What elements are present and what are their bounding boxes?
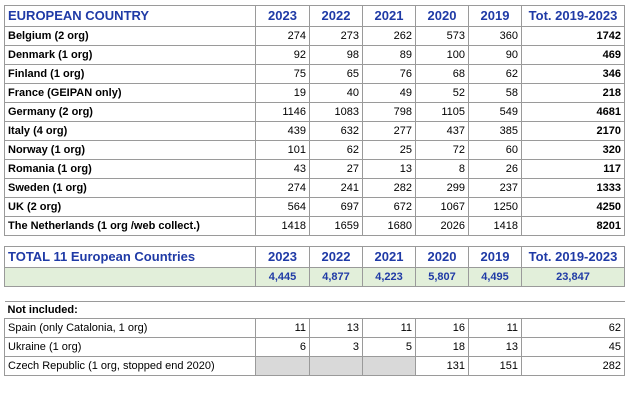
year-value: 26 — [469, 160, 522, 179]
year-value: 72 — [416, 141, 469, 160]
totals-grand-total: 23,847 — [522, 268, 625, 287]
year-value: 90 — [469, 46, 522, 65]
year-value: 49 — [363, 84, 416, 103]
year-value: 385 — [469, 122, 522, 141]
row-total: 2170 — [522, 122, 625, 141]
year-value: 11 — [256, 319, 310, 338]
year-value: 1418 — [256, 217, 310, 236]
separator-row — [5, 236, 625, 247]
totals-total-label: Tot. 2019-2023 — [522, 247, 625, 268]
year-value: 274 — [256, 27, 310, 46]
totals-value: 4,223 — [363, 268, 416, 287]
year-value: 18 — [416, 338, 469, 357]
year-value: 62 — [469, 65, 522, 84]
country-row — [5, 46, 625, 65]
header-total: Tot. 2019-2023 — [522, 6, 625, 27]
country-name: Denmark (1 org) — [5, 46, 256, 65]
country-name: Belgium (2 org) — [5, 27, 256, 46]
row-total: 62 — [522, 319, 625, 338]
year-value: 60 — [469, 141, 522, 160]
year-value: 672 — [363, 198, 416, 217]
header-country: EUROPEAN COUNTRY — [5, 6, 256, 27]
country-name: Germany (2 org) — [5, 103, 256, 122]
year-value — [310, 357, 363, 376]
country-row — [5, 198, 625, 217]
year-value: 8 — [416, 160, 469, 179]
year-value: 274 — [256, 179, 310, 198]
year-value: 40 — [310, 84, 363, 103]
year-value: 1083 — [310, 103, 363, 122]
totals-value: 4,495 — [469, 268, 522, 287]
year-value: 697 — [310, 198, 363, 217]
year-value: 25 — [363, 141, 416, 160]
spreadsheet — [4, 5, 625, 376]
year-value: 1067 — [416, 198, 469, 217]
year-value: 3 — [310, 338, 363, 357]
year-value: 632 — [310, 122, 363, 141]
year-value: 573 — [416, 27, 469, 46]
country-name: UK (2 org) — [5, 198, 256, 217]
totals-year: 2022 — [310, 247, 363, 268]
year-value: 273 — [310, 27, 363, 46]
year-value: 52 — [416, 84, 469, 103]
year-value: 75 — [256, 65, 310, 84]
year-value: 27 — [310, 160, 363, 179]
country-name: Norway (1 org) — [5, 141, 256, 160]
totals-empty-cell — [5, 268, 256, 287]
country-name: Czech Republic (1 org, stopped end 2020) — [5, 357, 256, 376]
country-name: Ukraine (1 org) — [5, 338, 256, 357]
year-value: 1659 — [310, 217, 363, 236]
excluded-country-row — [5, 338, 625, 357]
totals-year: 2019 — [469, 247, 522, 268]
year-value: 241 — [310, 179, 363, 198]
year-value: 1250 — [469, 198, 522, 217]
totals-header-row — [5, 247, 625, 268]
year-value: 299 — [416, 179, 469, 198]
country-row — [5, 65, 625, 84]
year-value: 1105 — [416, 103, 469, 122]
year-value: 100 — [416, 46, 469, 65]
year-value: 277 — [363, 122, 416, 141]
country-row — [5, 27, 625, 46]
year-value: 2026 — [416, 217, 469, 236]
data-table — [4, 5, 625, 376]
row-total: 4681 — [522, 103, 625, 122]
year-value: 92 — [256, 46, 310, 65]
header-year: 2022 — [310, 6, 363, 27]
year-value: 262 — [363, 27, 416, 46]
year-value: 13 — [363, 160, 416, 179]
year-value — [256, 357, 310, 376]
row-total: 8201 — [522, 217, 625, 236]
year-value: 549 — [469, 103, 522, 122]
year-value: 1146 — [256, 103, 310, 122]
country-name: Spain (only Catalonia, 1 org) — [5, 319, 256, 338]
year-value: 151 — [469, 357, 522, 376]
year-value: 798 — [363, 103, 416, 122]
row-total: 4250 — [522, 198, 625, 217]
country-name: Romania (1 org) — [5, 160, 256, 179]
country-row — [5, 122, 625, 141]
year-value: 13 — [310, 319, 363, 338]
excluded-country-row — [5, 319, 625, 338]
totals-year: 2020 — [416, 247, 469, 268]
year-value: 131 — [416, 357, 469, 376]
year-value: 437 — [416, 122, 469, 141]
totals-label: TOTAL 11 European Countries — [5, 247, 256, 268]
not-included-row — [5, 302, 625, 319]
totals-value: 4,877 — [310, 268, 363, 287]
country-row — [5, 160, 625, 179]
header-row — [5, 6, 625, 27]
year-value: 13 — [469, 338, 522, 357]
year-value: 360 — [469, 27, 522, 46]
country-name: France (GEIPAN only) — [5, 84, 256, 103]
year-value: 16 — [416, 319, 469, 338]
country-name: Sweden (1 org) — [5, 179, 256, 198]
row-total: 117 — [522, 160, 625, 179]
not-included-label: Not included: — [5, 302, 256, 319]
year-value: 11 — [469, 319, 522, 338]
excluded-country-row — [5, 357, 625, 376]
country-row — [5, 103, 625, 122]
row-total: 282 — [522, 357, 625, 376]
year-value: 1418 — [469, 217, 522, 236]
year-value: 439 — [256, 122, 310, 141]
header-year: 2019 — [469, 6, 522, 27]
header-year: 2021 — [363, 6, 416, 27]
year-value: 76 — [363, 65, 416, 84]
year-value: 237 — [469, 179, 522, 198]
year-value: 564 — [256, 198, 310, 217]
header-year: 2023 — [256, 6, 310, 27]
row-total: 469 — [522, 46, 625, 65]
separator-row — [5, 287, 625, 302]
country-row — [5, 84, 625, 103]
year-value: 68 — [416, 65, 469, 84]
country-name: Finland (1 org) — [5, 65, 256, 84]
totals-year: 2021 — [363, 247, 416, 268]
year-value: 43 — [256, 160, 310, 179]
year-value: 58 — [469, 84, 522, 103]
year-value: 6 — [256, 338, 310, 357]
row-total: 1333 — [522, 179, 625, 198]
year-value: 101 — [256, 141, 310, 160]
country-row — [5, 217, 625, 236]
totals-year: 2023 — [256, 247, 310, 268]
country-row — [5, 141, 625, 160]
row-total: 1742 — [522, 27, 625, 46]
row-total: 346 — [522, 65, 625, 84]
year-value: 5 — [363, 338, 416, 357]
year-value: 98 — [310, 46, 363, 65]
year-value: 1680 — [363, 217, 416, 236]
year-value: 65 — [310, 65, 363, 84]
country-name: Italy (4 org) — [5, 122, 256, 141]
year-value: 282 — [363, 179, 416, 198]
year-value: 11 — [363, 319, 416, 338]
totals-value: 5,807 — [416, 268, 469, 287]
country-name: The Netherlands (1 org /web collect.) — [5, 217, 256, 236]
year-value: 89 — [363, 46, 416, 65]
header-year: 2020 — [416, 6, 469, 27]
row-total: 218 — [522, 84, 625, 103]
year-value — [363, 357, 416, 376]
country-row — [5, 179, 625, 198]
totals-values-row — [5, 268, 625, 287]
totals-value: 4,445 — [256, 268, 310, 287]
row-total: 320 — [522, 141, 625, 160]
row-total: 45 — [522, 338, 625, 357]
year-value: 62 — [310, 141, 363, 160]
year-value: 19 — [256, 84, 310, 103]
